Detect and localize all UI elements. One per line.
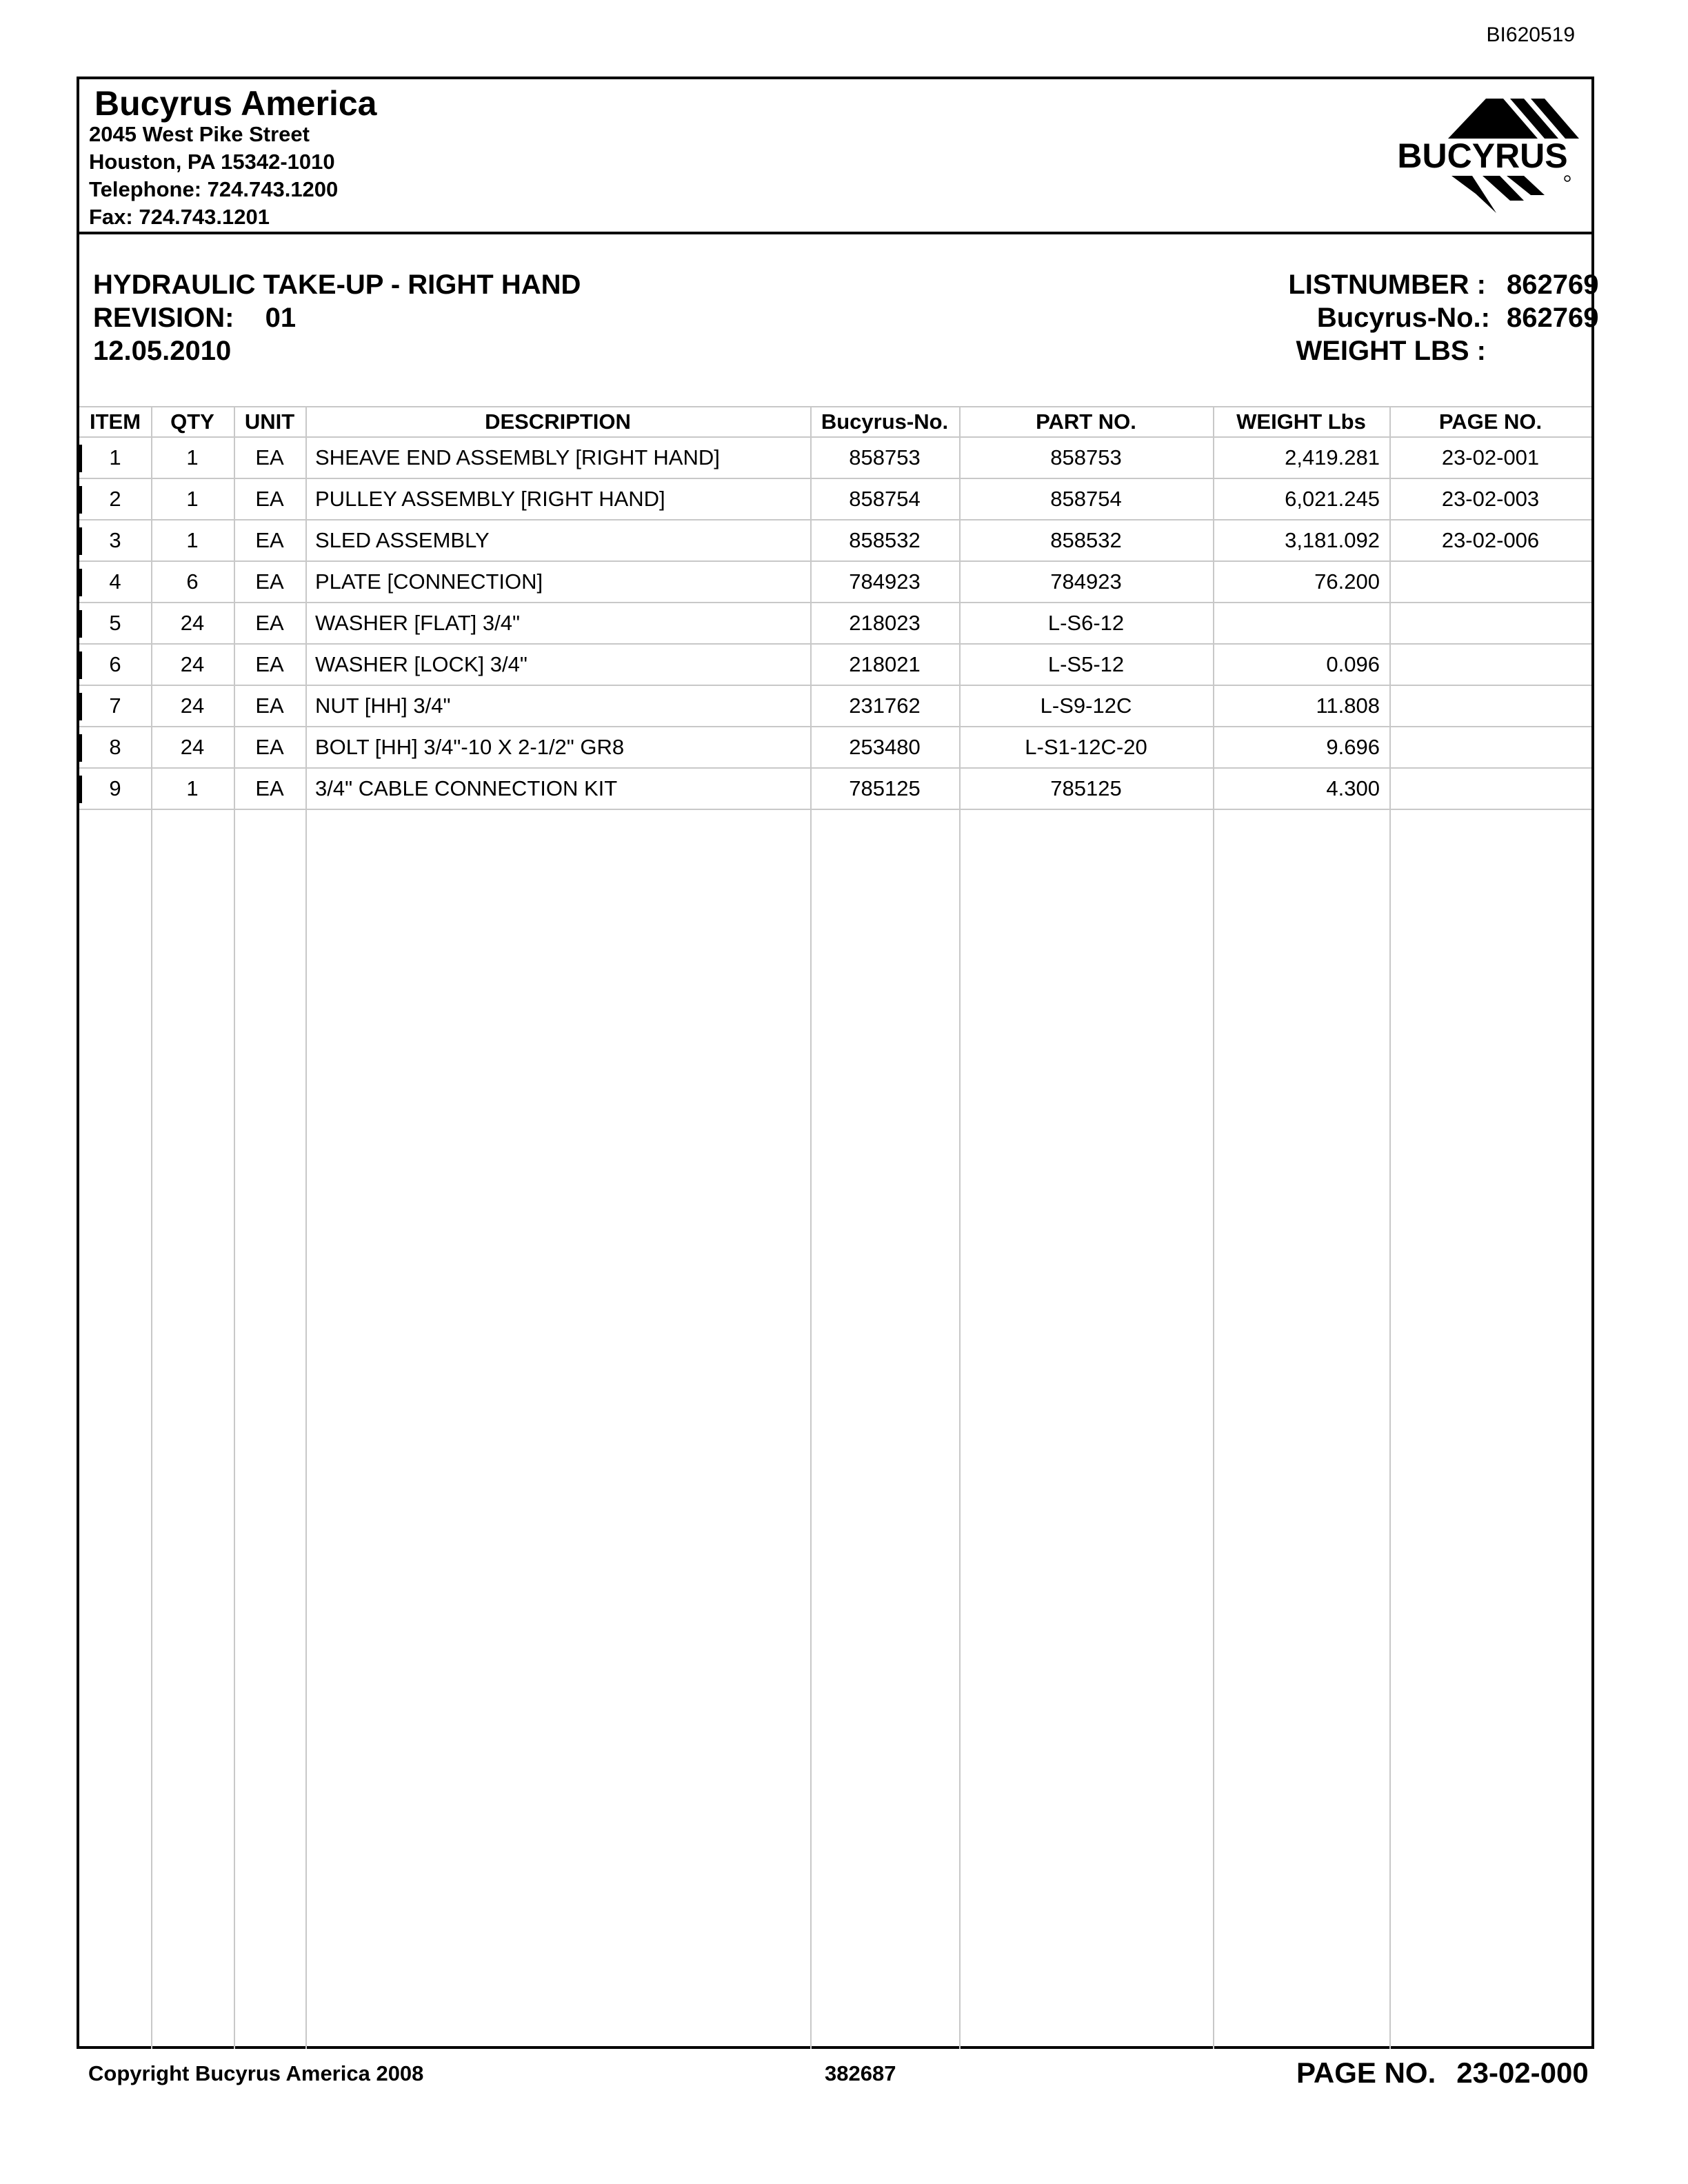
cell-description: SLED ASSEMBLY (315, 528, 490, 552)
table-row (79, 520, 1591, 562)
cell-page-no (1389, 645, 1591, 685)
table-row (79, 603, 1591, 645)
table-row (79, 686, 1591, 727)
cell-page-no: 23-02-006 (1441, 528, 1540, 552)
revision-label: REVISION: (93, 303, 234, 333)
list-date: 12.05.2010 (93, 336, 232, 366)
header-qty: QTY (170, 410, 214, 434)
table-row (79, 727, 1591, 769)
cell-weight: 11.808 (1316, 694, 1380, 718)
cell-part-no: 858753 (1050, 445, 1122, 469)
cell-part-no: 858532 (1050, 528, 1122, 552)
cell-description: BOLT [HH] 3/4"-10 X 2-1/2" GR8 (315, 735, 625, 759)
cell-bucyrus-no: 218021 (849, 652, 921, 676)
bucyrus-no-label: Bucyrus-No.: (1316, 303, 1490, 333)
cell-page-no (1389, 562, 1591, 602)
revision-row (93, 303, 296, 334)
cell-bucyrus-no: 785125 (849, 776, 921, 800)
company-header (79, 79, 1591, 234)
cell-description: PULLEY ASSEMBLY [RIGHT HAND] (315, 487, 665, 511)
cell-qty: 1 (186, 487, 199, 511)
cell-unit: EA (255, 487, 284, 511)
cell-part-no: L-S1-12C-20 (1025, 735, 1147, 759)
cell-part-no: 785125 (1050, 776, 1122, 800)
cell-item: 7 (109, 694, 121, 718)
cell-part-no: L-S6-12 (1047, 611, 1125, 635)
cell-qty: 1 (186, 528, 199, 552)
company-telephone: Telephone: 724.743.1200 (89, 177, 339, 201)
cell-unit: EA (255, 528, 284, 552)
cell-bucyrus-no: 858753 (849, 445, 921, 469)
header-description: DESCRIPTION (485, 410, 631, 434)
footer-page-value: 23-02-000 (1456, 2056, 1589, 2089)
cell-item: 6 (109, 652, 121, 676)
cell-unit: EA (255, 694, 284, 718)
company-fax: Fax: 724.743.1201 (89, 205, 270, 229)
cell-qty: 24 (180, 735, 205, 759)
header-item: ITEM (89, 410, 141, 434)
company-name: Bucyrus America (94, 84, 377, 123)
cell-qty: 24 (180, 652, 205, 676)
cell-bucyrus-no: 253480 (849, 735, 921, 759)
cell-description: NUT [HH] 3/4" (315, 694, 451, 718)
cell-weight: 3,181.092 (1285, 528, 1380, 552)
cell-bucyrus-no: 858754 (849, 487, 921, 511)
footer-page (1296, 2056, 1589, 2090)
cell-item: 9 (109, 776, 121, 800)
table-row (79, 645, 1591, 686)
table-row (79, 438, 1591, 479)
footer-page-label: PAGE NO. (1296, 2056, 1436, 2089)
cell-qty: 1 (186, 776, 199, 800)
bucyrus-logo (1383, 90, 1582, 221)
company-city: Houston, PA 15342-1010 (89, 150, 335, 174)
cell-qty: 24 (180, 694, 205, 718)
cell-weight (1213, 603, 1389, 643)
header-bucyrus-no: Bucyrus-No. (821, 410, 949, 434)
cell-unit: EA (255, 445, 284, 469)
cell-page-no: 23-02-003 (1441, 487, 1540, 511)
cell-qty: 1 (186, 445, 199, 469)
cell-unit: EA (255, 652, 284, 676)
cell-item: 4 (109, 569, 121, 594)
footer-code: 382687 (825, 2061, 896, 2085)
cell-page-no (1389, 686, 1591, 726)
header-page-no: PAGE NO. (1438, 410, 1543, 434)
cell-weight: 4.300 (1326, 776, 1380, 800)
revision-value: 01 (265, 303, 297, 333)
list-title: HYDRAULIC TAKE-UP - RIGHT HAND (93, 270, 581, 300)
cell-weight: 2,419.281 (1285, 445, 1380, 469)
cell-unit: EA (255, 735, 284, 759)
cell-unit: EA (255, 611, 284, 635)
table-row (79, 769, 1591, 810)
cell-item: 2 (109, 487, 121, 511)
cell-weight: 76.200 (1314, 569, 1380, 594)
cell-bucyrus-no: 858532 (849, 528, 921, 552)
table-header-row (79, 406, 1591, 438)
cell-bucyrus-no: 784923 (849, 569, 921, 594)
logo-wordmark: BUCYRUS (1397, 136, 1568, 175)
listnumber-label: LISTNUMBER : (1288, 270, 1486, 300)
cell-weight: 6,021.245 (1285, 487, 1380, 511)
cell-weight: 9.696 (1326, 735, 1380, 759)
cell-part-no: L-S5-12 (1047, 652, 1125, 676)
cell-description: WASHER [FLAT] 3/4" (315, 611, 520, 635)
cell-weight: 0.096 (1326, 652, 1380, 676)
cell-page-no: 23-02-001 (1441, 445, 1540, 469)
cell-unit: EA (255, 569, 284, 594)
listnumber-value: 862769 (1507, 270, 1599, 300)
cell-description: PLATE [CONNECTION] (315, 569, 543, 594)
cell-page-no (1389, 603, 1591, 643)
cell-part-no: 858754 (1050, 487, 1122, 511)
cell-description: 3/4" CABLE CONNECTION KIT (315, 776, 618, 800)
cell-qty: 6 (186, 569, 199, 594)
header-part-no: PART NO. (1036, 410, 1136, 434)
cell-item: 1 (109, 445, 121, 469)
weight-label: WEIGHT LBS : (1296, 336, 1486, 366)
cell-page-no (1389, 769, 1591, 809)
cell-unit: EA (255, 776, 284, 800)
bucyrus-no-value: 862769 (1507, 303, 1599, 333)
header-unit: UNIT (244, 410, 295, 434)
cell-part-no: L-S9-12C (1040, 694, 1132, 718)
cell-bucyrus-no: 231762 (849, 694, 921, 718)
cell-description: WASHER [LOCK] 3/4" (315, 652, 528, 676)
cell-qty: 24 (180, 611, 205, 635)
document-id: BI620519 (1486, 23, 1575, 46)
cell-item: 5 (109, 611, 121, 635)
cell-page-no (1389, 727, 1591, 767)
header-weight: WEIGHT Lbs (1236, 410, 1366, 434)
cell-bucyrus-no: 218023 (849, 611, 921, 635)
company-street: 2045 West Pike Street (89, 122, 310, 146)
cell-item: 3 (109, 528, 121, 552)
cell-description: SHEAVE END ASSEMBLY [RIGHT HAND] (315, 445, 720, 469)
table-row (79, 562, 1591, 603)
document-frame (77, 77, 1599, 2049)
cell-item: 8 (109, 735, 121, 759)
cell-part-no: 784923 (1050, 569, 1122, 594)
table-row (79, 479, 1591, 520)
copyright: Copyright Bucyrus America 2008 (88, 2061, 424, 2085)
